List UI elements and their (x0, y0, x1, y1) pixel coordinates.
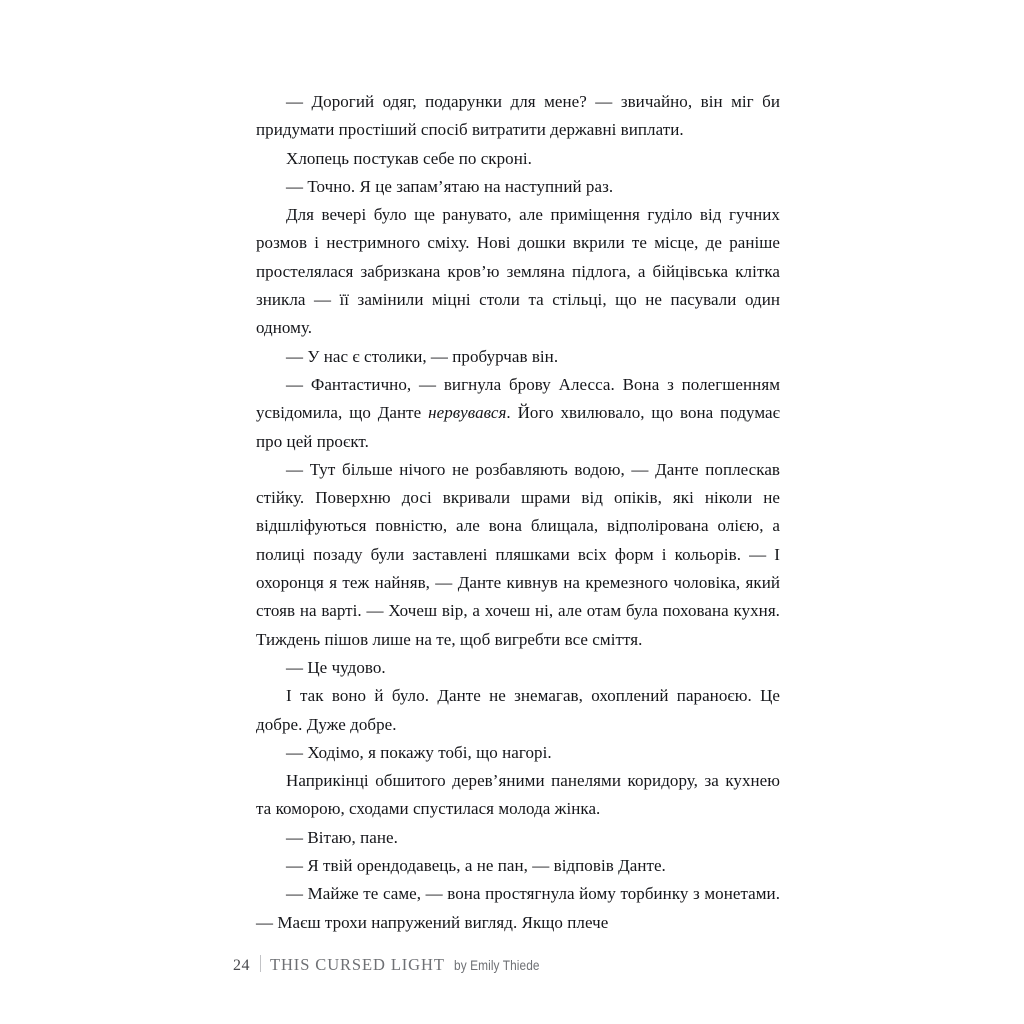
paragraph-text-segment: . Його хвилювало, що вона подумає про цей проєкт. (256, 403, 781, 451)
page-text-block (256, 88, 780, 937)
author-byline: by Emily Thiede (453, 958, 540, 973)
paragraph-dialogue: — Вітаю, пане. (286, 827, 398, 847)
paragraph-dialogue: — Точно. Я це запам’ятаю на наступний раз. (286, 176, 614, 196)
page-number: 24 (233, 957, 250, 974)
paragraph-dialogue: — У нас є столики, — пробурчав він. (286, 346, 559, 366)
paragraph-narration: Для вечері було ще рануватo, але приміщення гуділо від гучних розмов і нестримного сміху. Нові дошки вкрили те місце, де раніше простелялася забризкана кров’ю земляна підлога, а бійцівська клітка зникла — її замінили міцні столи та стільці, що не пасували один одному. (256, 205, 780, 338)
paragraph-dialogue-with-emphasis (256, 371, 780, 456)
footer-divider (260, 955, 261, 972)
paragraph-narration: Наприкінці обшитого дерев’яними панелями коридору, за кухнею та коморою, сходами спустилася молода жінка. (256, 771, 780, 819)
paragraph-narration: Хлопець постукав себе по скроні. (286, 148, 532, 168)
book-title: THIS CURSED LIGHT (270, 955, 445, 974)
paragraph-narration: І так воно й було. Данте не знемагав, охоплений параноєю. Це добре. Дуже добре. (256, 686, 780, 734)
paragraph-text-segment: — Фантастично, — вигнула брову Алесса. Вона з полегшенням усвідомила, що Данте (256, 374, 780, 423)
paragraph-dialogue: — Я твій орендодавець, а не пан, — відповів Данте. (286, 856, 666, 876)
emphasized-word: нервувався (428, 403, 507, 423)
paragraph-dialogue: — Тут більше нічого не розбавляють водою, — Данте поплескав стійку. Поверхню досі вкривали шрами від опіків, які ніколи не відшліфуються повністю, але вона блищала, відполірована олією, а полиці позаду були заставлені пляшками всіх форм і кольорів. — І охоронця я теж найняв, — Данте кивнув на кремезного чоловіка, який стояв на варті. — Хочеш вір, а хочеш ні, але отам була похована кухня. Тиждень пішов лише на те, щоб вигребти все сміття. (256, 459, 780, 649)
paragraph-dialogue: — Це чудово. (286, 657, 386, 677)
paragraph-dialogue: — Ходімо, я покажу тобі, що нагорі. (286, 742, 552, 762)
paragraph-dialogue: — Майже те саме, — вона простягнула йому торбинку з монетами. — Маєш трохи напружений вигляд. Якщо плече (256, 884, 780, 932)
paragraph-dialogue: — Дорогий одяг, подарунки для мене? — звичайно, він міг би придумати простіший спосіб витратити державні виплати. (256, 92, 780, 140)
page-footer (233, 953, 551, 975)
